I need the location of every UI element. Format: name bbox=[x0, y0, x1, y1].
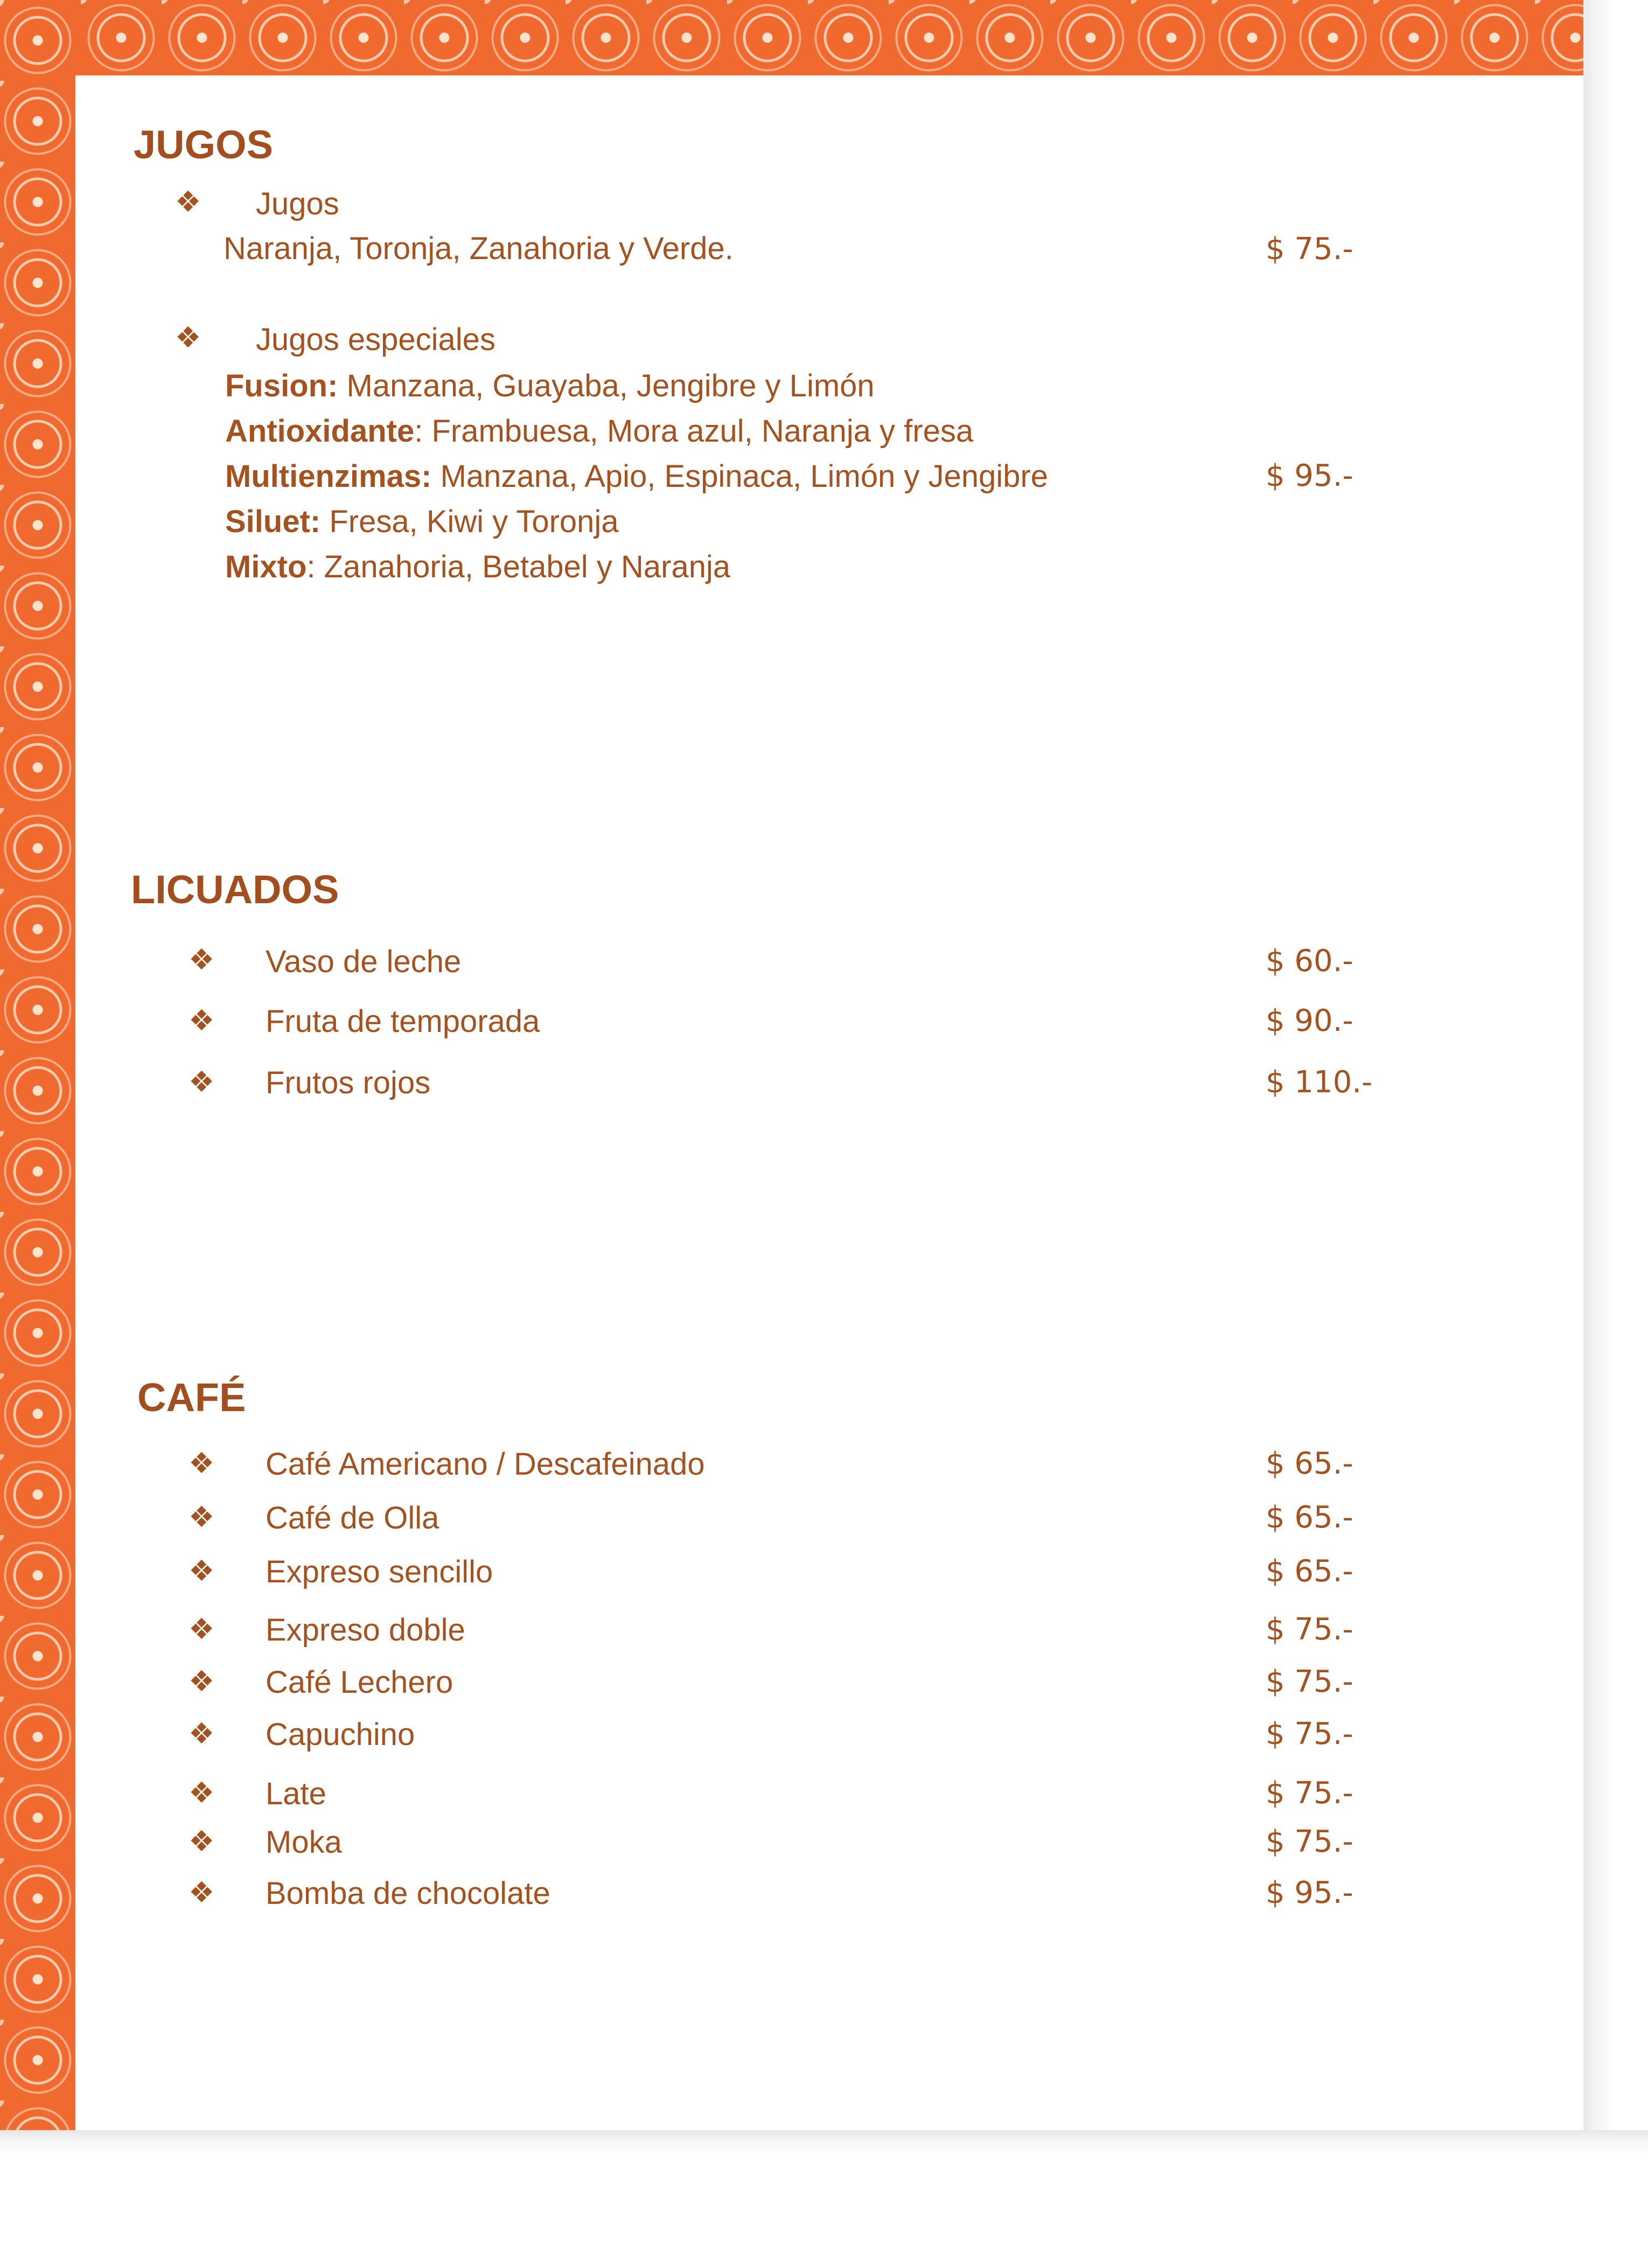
variety-label: Mixto bbox=[225, 549, 307, 584]
bullet-icon: ❖ bbox=[175, 320, 201, 354]
menu-item-name: Vaso de leche bbox=[266, 944, 462, 979]
bullet-icon: ❖ bbox=[188, 1875, 215, 1909]
menu-item-price: $ 75.- bbox=[1266, 232, 1353, 267]
bullet-icon: ❖ bbox=[188, 943, 215, 976]
juice-variety bbox=[225, 461, 1048, 492]
juice-variety bbox=[225, 368, 875, 403]
menu-item-price: $ 75.- bbox=[1266, 1612, 1353, 1647]
menu-item-name: Café Americano / Descafeinado bbox=[266, 1447, 705, 1482]
juice-variety bbox=[225, 506, 619, 538]
menu-item-name: Moka bbox=[266, 1825, 342, 1860]
menu-item-name: Expreso doble bbox=[266, 1613, 465, 1648]
section-title-licuados: LICUADOS bbox=[131, 867, 339, 912]
variety-label: Siluet: bbox=[225, 504, 321, 539]
menu-item-price: $ 95.- bbox=[1266, 458, 1353, 493]
menu-item-name: Capuchino bbox=[266, 1717, 415, 1752]
menu-item-name: Late bbox=[266, 1776, 326, 1811]
menu-item-name: Café de Olla bbox=[266, 1501, 439, 1536]
menu-item-price: $ 65.- bbox=[1266, 1500, 1353, 1535]
menu-item-price: $ 60.- bbox=[1266, 944, 1353, 979]
bullet-icon: ❖ bbox=[188, 1446, 215, 1480]
menu-item-description: Naranja, Toronja, Zanahoria y Verde. bbox=[224, 231, 734, 266]
menu-item-name: Frutos rojos bbox=[266, 1065, 431, 1100]
bullet-icon: ❖ bbox=[188, 1003, 215, 1037]
bullet-icon: ❖ bbox=[188, 1824, 215, 1858]
menu-item-price: $ 75.- bbox=[1266, 1716, 1353, 1751]
menu-item-price: $ 75.- bbox=[1266, 1824, 1353, 1859]
bullet-icon: ❖ bbox=[188, 1612, 215, 1646]
bullet-icon: ❖ bbox=[188, 1664, 215, 1698]
menu-item-price: $ 110.- bbox=[1266, 1065, 1373, 1100]
variety-ingredients: Fresa, Kiwi y Toronja bbox=[320, 504, 619, 539]
section-title-jugos: JUGOS bbox=[134, 122, 274, 167]
menu-item-name: Jugos especiales bbox=[256, 322, 495, 357]
bullet-icon: ❖ bbox=[188, 1776, 215, 1810]
bullet-icon: ❖ bbox=[188, 1065, 215, 1099]
menu-item-price: $ 65.- bbox=[1266, 1446, 1353, 1481]
bullet-icon: ❖ bbox=[188, 1500, 215, 1534]
menu-item-name: Jugos bbox=[256, 186, 339, 221]
menu-item-name: Café Lechero bbox=[266, 1665, 453, 1700]
variety-ingredients: Manzana, Guayaba, Jengibre y Limón bbox=[338, 368, 875, 403]
juice-variety bbox=[225, 549, 731, 584]
variety-ingredients: Manzana, Apio, Espinaca, Limón y Jengibre bbox=[431, 459, 1049, 494]
menu-item-name: Fruta de temporada bbox=[266, 1004, 540, 1039]
menu-item-name: Bomba de chocolate bbox=[266, 1876, 550, 1911]
menu-item-price: $ 90.- bbox=[1266, 1003, 1353, 1038]
menu-item-name: Expreso sencillo bbox=[266, 1554, 493, 1589]
menu-item-price: $ 75.- bbox=[1266, 1776, 1353, 1811]
variety-label: Antioxidante bbox=[225, 414, 415, 449]
bullet-icon: ❖ bbox=[188, 1554, 215, 1588]
bullet-icon: ❖ bbox=[175, 185, 201, 219]
variety-ingredients: : Zanahoria, Betabel y Naranja bbox=[306, 549, 731, 584]
menu-item-price: $ 95.- bbox=[1266, 1875, 1353, 1910]
variety-label: Multienzimas: bbox=[225, 459, 432, 494]
variety-label: Fusion: bbox=[225, 368, 338, 403]
section-title-cafe: CAFÉ bbox=[137, 1375, 246, 1420]
menu-item-price: $ 75.- bbox=[1266, 1664, 1353, 1699]
juice-variety bbox=[225, 416, 973, 447]
variety-ingredients: : Frambuesa, Mora azul, Naranja y fresa bbox=[414, 414, 974, 449]
menu-item-price: $ 65.- bbox=[1266, 1554, 1353, 1589]
bullet-icon: ❖ bbox=[188, 1716, 215, 1750]
